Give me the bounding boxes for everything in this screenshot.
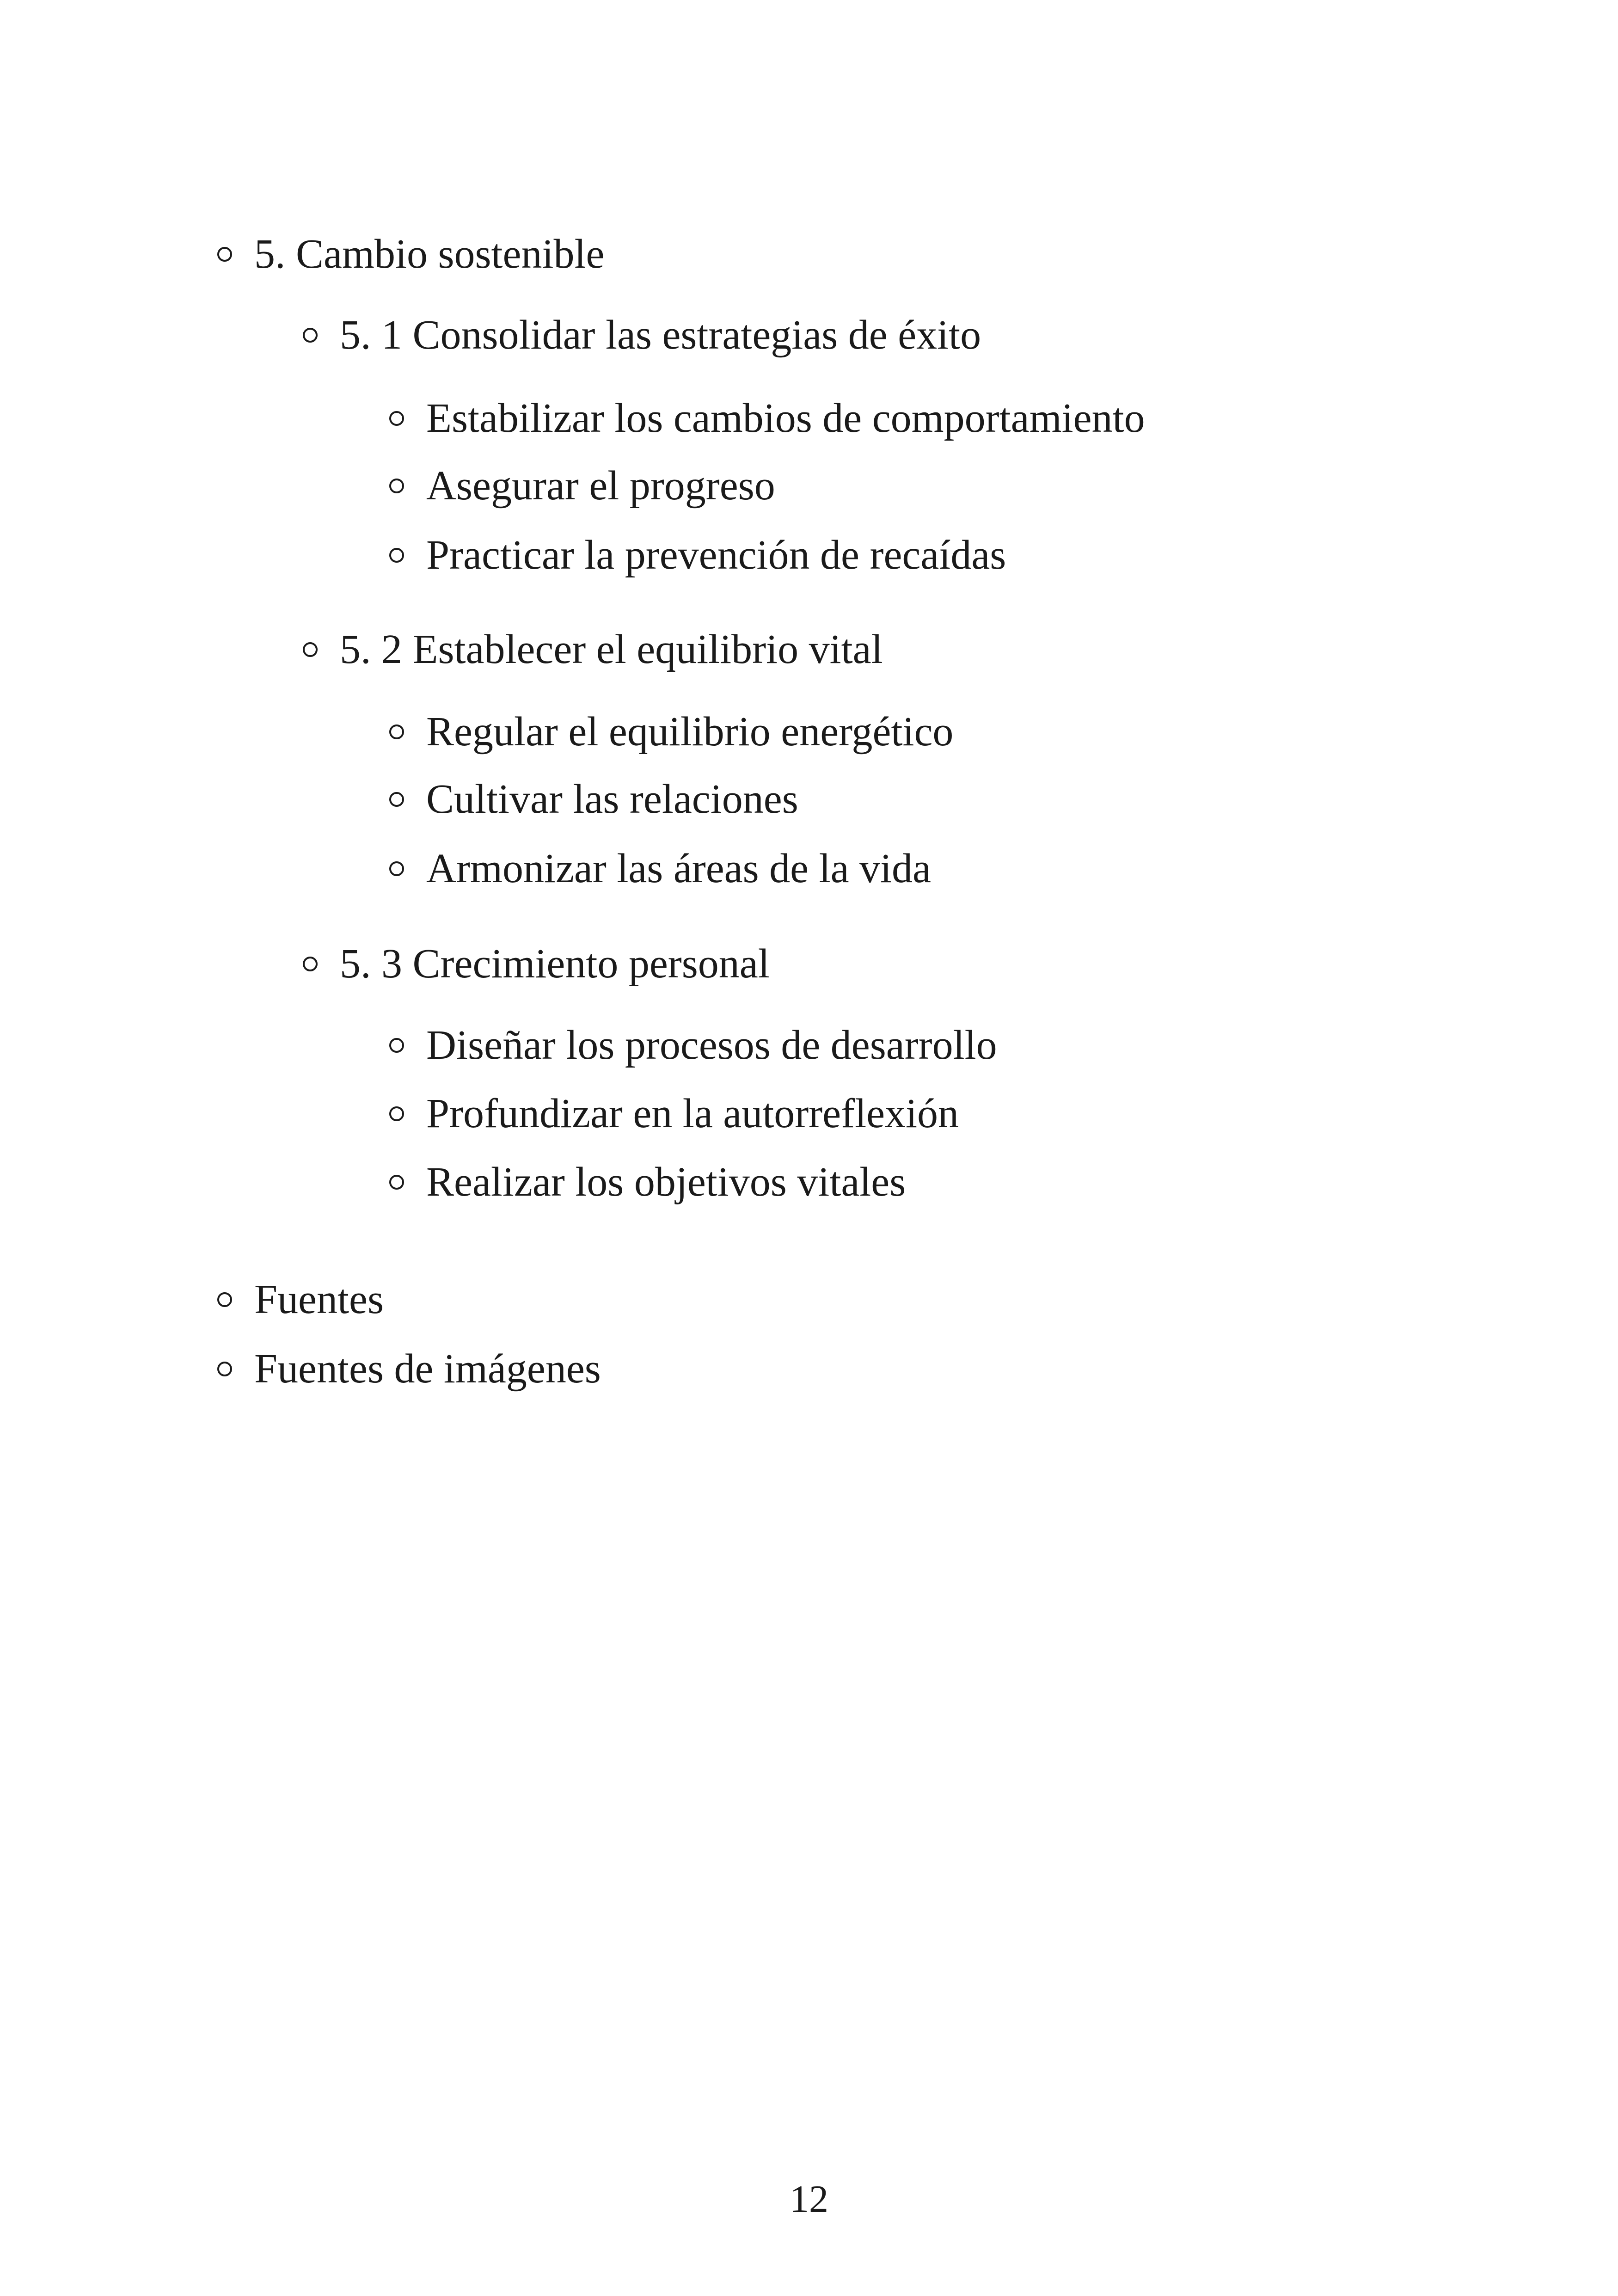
- toc-entry-section-5[interactable]: [217, 233, 604, 275]
- circle-bullet-icon: [389, 792, 404, 807]
- circle-bullet-icon: [217, 1362, 232, 1376]
- toc-entry-section-5-2[interactable]: [303, 626, 883, 672]
- circle-bullet-icon: [389, 1038, 404, 1053]
- toc-entry-sources[interactable]: [217, 1279, 384, 1320]
- toc-entry-item[interactable]: [389, 395, 1145, 441]
- toc-entry-label: Regular el equilibrio energético: [426, 709, 954, 755]
- circle-bullet-icon: [389, 479, 404, 493]
- toc-entry-item[interactable]: [389, 1022, 997, 1068]
- toc-entry-label: Armonizar las áreas de la vida: [426, 846, 931, 891]
- toc-entry-item[interactable]: [389, 776, 798, 822]
- circle-bullet-icon: [303, 328, 318, 343]
- circle-bullet-icon: [389, 724, 404, 739]
- circle-bullet-icon: [389, 1175, 404, 1190]
- toc-entry-label: Practicar la prevención de recaídas: [426, 532, 1006, 578]
- toc-entry-item[interactable]: [389, 534, 1006, 576]
- toc-entry-image-sources[interactable]: [217, 1348, 601, 1390]
- circle-bullet-icon: [389, 548, 404, 563]
- toc-entry-section-5-3[interactable]: [303, 943, 770, 985]
- circle-bullet-icon: [389, 411, 404, 426]
- toc-entry-item[interactable]: [389, 848, 931, 890]
- circle-bullet-icon: [217, 1292, 232, 1307]
- toc-entry-label: Estabilizar los cambios de comportamiento: [426, 395, 1145, 441]
- toc-entry-label: 5. 3 Crecimiento personal: [340, 941, 770, 987]
- toc-entry-label: 5. 2 Establecer el equilibrio vital: [340, 626, 883, 672]
- toc-entry-label: Profundizar en la autorreflexión: [426, 1091, 959, 1136]
- toc-entry-item[interactable]: [389, 465, 775, 507]
- toc-entry-label: Fuentes: [254, 1277, 384, 1322]
- toc-entry-item[interactable]: [389, 1161, 906, 1203]
- toc-entry-label: 5. Cambio sostenible: [254, 231, 605, 277]
- toc-entry-item[interactable]: [389, 1093, 959, 1135]
- circle-bullet-icon: [389, 1106, 404, 1121]
- circle-bullet-icon: [217, 247, 232, 262]
- toc-entry-label: 5. 1 Consolidar las estrategias de éxito: [340, 312, 981, 358]
- circle-bullet-icon: [303, 957, 318, 971]
- toc-entry-label: Realizar los objetivos vitales: [426, 1159, 906, 1205]
- circle-bullet-icon: [303, 642, 318, 657]
- toc-entry-item[interactable]: [389, 711, 953, 753]
- page-number: 12: [790, 2178, 828, 2221]
- toc-entry-label: Asegurar el progreso: [426, 463, 775, 509]
- circle-bullet-icon: [389, 861, 404, 876]
- toc-entry-section-5-1[interactable]: [303, 314, 981, 356]
- toc-entry-label: Diseñar los procesos de desarrollo: [426, 1022, 997, 1068]
- toc-entry-label: Fuentes de imágenes: [254, 1346, 601, 1392]
- toc-entry-label: Cultivar las relaciones: [426, 776, 798, 822]
